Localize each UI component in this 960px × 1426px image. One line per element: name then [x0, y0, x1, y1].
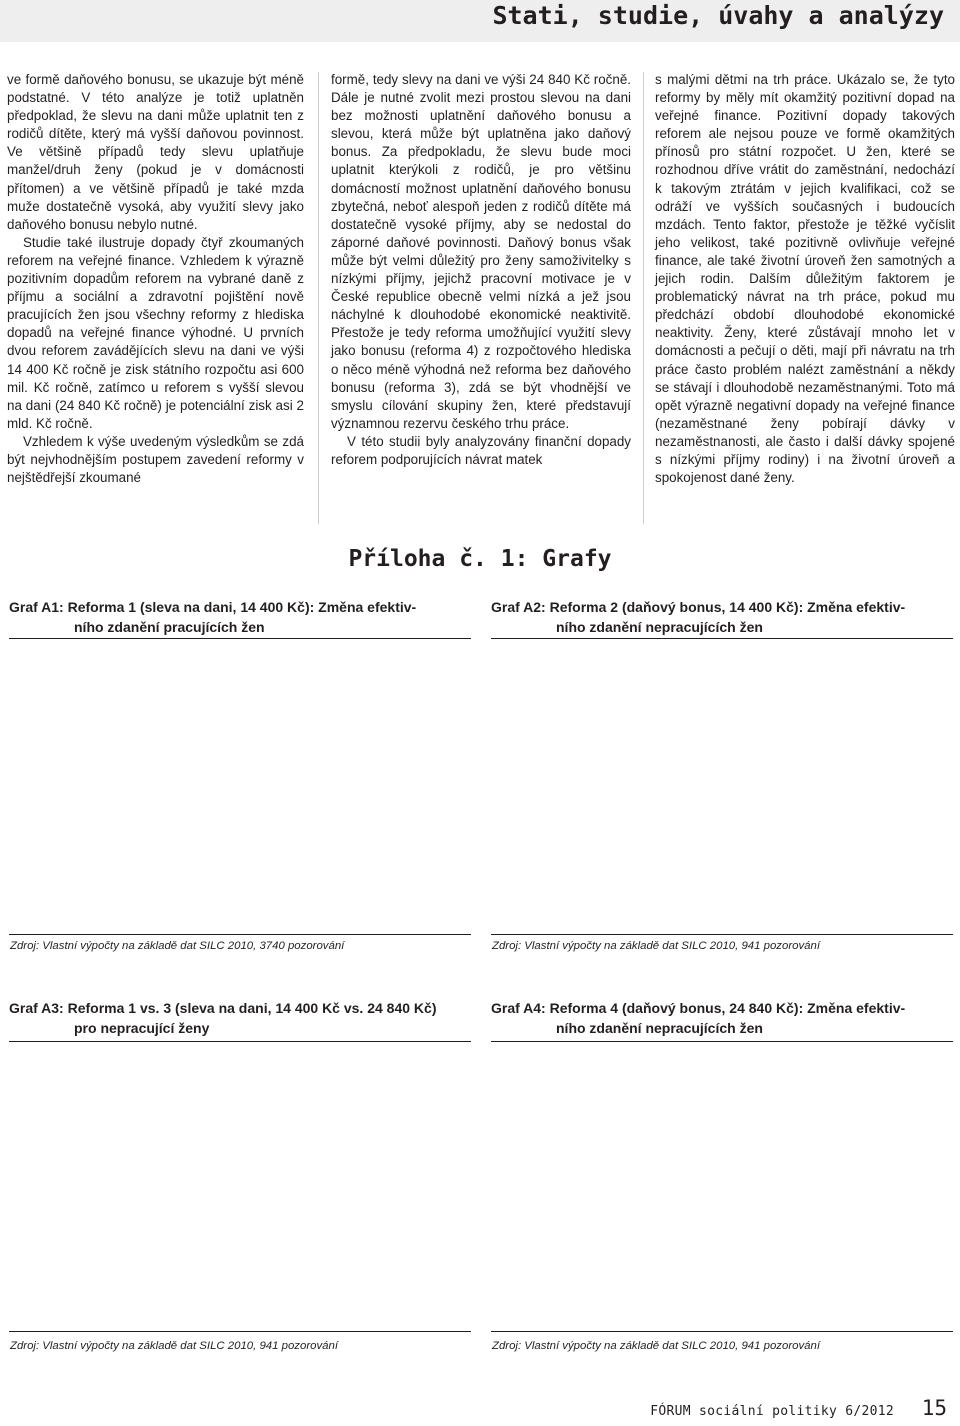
graph-area	[491, 638, 953, 935]
paragraph: Studie také ilustruje dopady čtyř zkoumaných reforem na veřejné finance. Vzhledem k výrazně pozitivním dopadům reforem na vybrané daně z příjmu a sociální a zdravotní pojištění nově pracujících žen jsou všechny reformy z hlediska dopadů na veřejné finance výhodné. U prvních dvou reforem zavádějících slevu na dani ve výši 14 400 Kč ročně je zisk státního rozpočtu asi 600 mil. Kč ročně, zatímco u reforem s vyšší slevou na dani (24 840 Kč ročně) je potenciální zisk asi 2 mld. Kč ročně.	[7, 234, 304, 431]
paragraph: ve formě daňového bonusu, se ukazuje být méně podstatné. V této analýze je totiž uplatněn předpoklad, že slevu na dani může uplatnit ten z rodičů dítěte, který má vyšší daňovou povinnost. Ve většině případů tedy slevu uplatňuje manžel/druh ženy (pokud je v domácnosti přítomen) a ve většině případů je také mzda muže dostatečně vysoká, aby využití slevy jako daňového bonusu nebylo nutné.	[7, 72, 304, 232]
graph-title-rest: ního zdanění nepracujících žen	[556, 1020, 763, 1036]
journal-name: FÓRUM sociální politiky 6/2012	[650, 1404, 895, 1419]
paragraph: V této studii byly analyzovány finanční dopady reforem podporujících návrat matek	[331, 433, 631, 467]
graph-title-lead: Graf A1: Reforma 1 (sleva na dani, 14 400 Kč): Změna efektiv-	[9, 599, 417, 615]
text-column-3	[655, 71, 955, 487]
paragraph: s malými dětmi na trh práce. Ukázalo se, že tyto reformy by měly mít okamžitý pozitivní dopad na veřejné finance. Pozitivní dopady takových reforem ale nejsou pouze ve formě okamžitých přínosů pro státní rozpočet. U žen, které se rozhodnou dříve vrátit do zaměstnání, nedochází k takovým ztrátám v jejich kvalifikaci, což se odráží ve vyšších současných i budoucích mzdách. Tento faktor, přestože je těžké vyčíslit jeho velikost, také pozitivně ovlivňuje veřejné finance, ale také životní úroveň žen samotných a jejich rodin. Dalším důležitým faktorem je problematický návrat na trh práce, pokud mu předchází období dlouhodobé ekonomické neaktivity. Ženy, které zůstávají mnoho let v domácnosti a pečují o děti, mají při návratu na trh práce často problém nalézt zaměstnání a někdy se stávají i dlouhodobě nezaměstnanými. Toto má opět výrazně negativní dopady na veřejné finance (nezaměstnané ženy pobírají dávky v nezaměstnanosti, ale často i další dávky spojené s nízkými příjmy rodiny) i na životní úroveň a spokojenost dané ženy.	[655, 72, 955, 486]
graph-a3	[9, 998, 471, 1352]
graph-title	[491, 597, 953, 637]
header-bar	[0, 0, 960, 42]
graph-area	[491, 1041, 953, 1332]
graph-source: Zdroj: Vlastní výpočty na základě dat SILC 2010, 941 pozorování	[492, 1340, 820, 1352]
text-column-2	[331, 71, 631, 469]
graph-source: Zdroj: Vlastní výpočty na základě dat SILC 2010, 3740 pozorování	[10, 940, 345, 952]
graph-title-rest: ního zdanění nepracujících žen	[556, 619, 763, 635]
graph-area	[9, 1041, 471, 1332]
graph-title-rest: pro nepracující ženy	[74, 1020, 210, 1036]
graph-title	[9, 998, 471, 1038]
graph-title	[491, 998, 953, 1038]
appendix-title: Příloha č. 1: Grafy	[348, 546, 612, 572]
graph-title-rest: ního zdanění pracujících žen	[74, 619, 265, 635]
column-divider	[318, 72, 319, 524]
paragraph: formě, tedy slevy na dani ve výši 24 840 Kč ročně. Dále je nutné zvolit mezi prostou slevou na dani bez možnosti uplatnění daňového bonusu a slevou, která může být uplatněna jako daňový bonus. Za předpokladu, že slevu bude moci uplatnit kterýkoli z rodičů, je pro většinu domácností možnost uplatnění daňového bonusu zbytečná, neboť alespoň jeden z rodičů dítěte má dostatečně vysoké příjmy, aby se nedostal do záporné daňové povinnosti. Daňový bonus však může být velmi důležitý pro ženy samoživitelky s nízkými příjmy, jejichž pracovní motivace je v České republice obecně velmi nízká a jež jsou náchylné k dlouhodobé ekonomické neaktivitě. Přestože je tedy reforma umožňující využití slevy jako bonusu (reforma 4) z rozpočtového hlediska o něco méně výhodná než reforma bez daňového bonusu (reforma 3), zdá se být vhodnější ve smyslu cílování skupiny žen, které představují významnou rezervu českého trhu práce.	[331, 72, 631, 431]
page-footer	[650, 1396, 947, 1420]
graph-a1	[9, 597, 471, 952]
page-number: 15	[921, 1396, 947, 1420]
graph-title-lead: Graf A2: Reforma 2 (daňový bonus, 14 400 Kč): Změna efektiv-	[491, 599, 906, 615]
graph-title-lead: Graf A4: Reforma 4 (daňový bonus, 24 840 Kč): Změna efektiv-	[491, 1000, 906, 1016]
graph-title	[9, 597, 471, 637]
graph-source: Zdroj: Vlastní výpočty na základě dat SILC 2010, 941 pozorování	[492, 940, 820, 952]
graph-area	[9, 638, 471, 935]
graph-source: Zdroj: Vlastní výpočty na základě dat SILC 2010, 941 pozorování	[10, 1340, 338, 1352]
section-title: Stati, studie, úvahy a analýzy	[492, 1, 944, 30]
text-column-1	[7, 71, 304, 487]
column-divider	[643, 72, 644, 524]
graph-title-lead: Graf A3: Reforma 1 vs. 3 (sleva na dani, 14 400 Kč vs. 24 840 Kč)	[9, 1000, 437, 1016]
graph-a2	[491, 597, 953, 952]
graph-a4	[491, 998, 953, 1352]
paragraph: Vzhledem k výše uvedeným výsledkům se zdá být nejvhodnějším postupem zavedení reformy v nejštědřejší zkoumané	[7, 433, 304, 486]
